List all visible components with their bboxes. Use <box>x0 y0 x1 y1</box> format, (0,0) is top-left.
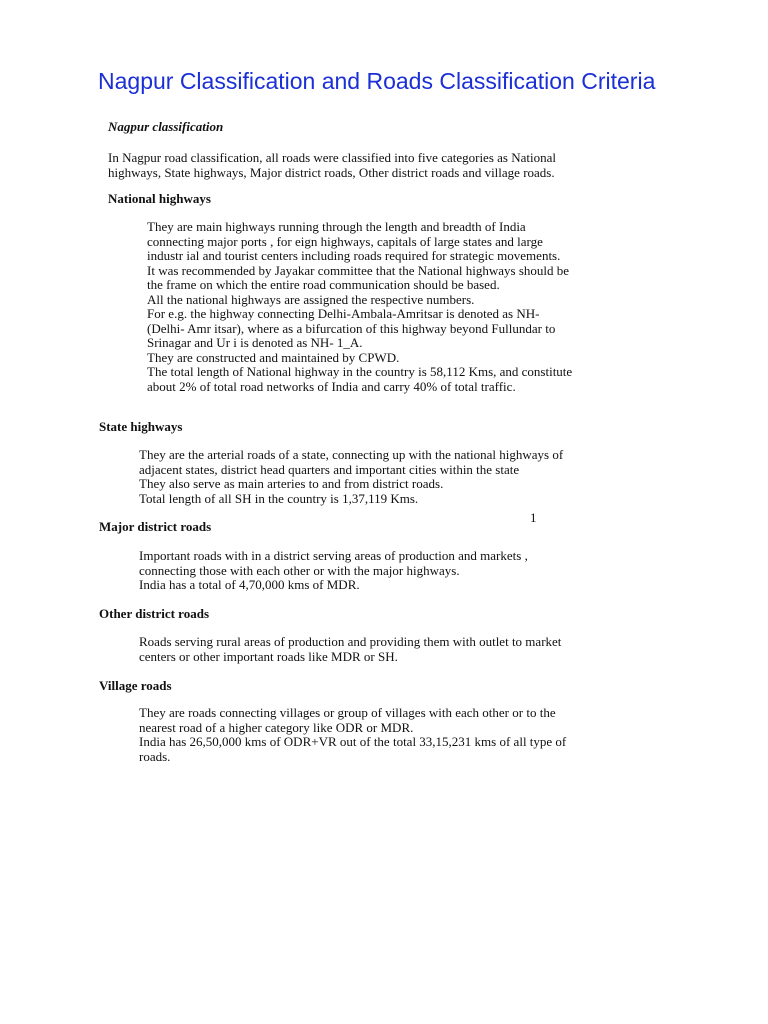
section-heading-national-highways: National highways <box>108 191 211 206</box>
text-line: India has 26,50,000 kms of ODR+VR out of the total 33,15,231 kms of all type of <box>139 734 567 749</box>
paragraph-other-district-roads <box>139 635 561 664</box>
text-line: connecting major ports , for eign highways, capitals of large states and large <box>147 233 543 249</box>
text-line: Roads serving rural areas of production and providing them with outlet to market <box>139 634 562 649</box>
text-line: Srinagar and Ur i is denoted as NH- 1_A. <box>147 335 363 350</box>
text-line: They are roads connecting villages or group of villages with each other or to the <box>139 705 556 720</box>
text-line: the frame on which the entire road communication should be based. <box>147 277 500 292</box>
text-line: They also serve as main arteries to and from district roads. <box>139 476 444 491</box>
paragraph-village-roads <box>139 706 566 764</box>
text-line: (Delhi- Amr itsar), where as a bifurcation of this highway beyond Fullundar to <box>147 320 556 336</box>
text-line: It was recommended by Jayakar committee that the National highways should be <box>147 262 570 278</box>
text-line: They are main highways running through the length and breadth of India <box>147 219 526 234</box>
text-line: nearest road of a higher category like ODR or MDR. <box>139 719 414 735</box>
section-heading-nagpur-classification: Nagpur classification <box>108 119 224 134</box>
paragraph-national-highways <box>147 220 572 394</box>
text-line: about 2% of total road networks of India and carry 40% of total traffic. <box>147 378 516 394</box>
text-line: They are the arterial roads of a state, connecting up with the national highways of <box>139 447 564 462</box>
paragraph-major-district-roads <box>139 549 528 593</box>
text-line: centers or other important roads like MDR or SH. <box>139 648 398 664</box>
page-title: Nagpur Classification and Roads Classification Criteria <box>98 68 656 94</box>
section-heading-other-district-roads: Other district roads <box>99 606 210 621</box>
section-heading-major-district-roads: Major district roads <box>99 519 212 534</box>
text-line: roads. <box>139 748 171 764</box>
section-heading-state-highways: State highways <box>99 419 183 434</box>
text-line: adjacent states, district head quarters and important cities within the state <box>139 461 520 477</box>
text-line: For e.g. the highway connecting Delhi-Ambala-Amritsar is denoted as NH- <box>147 306 540 321</box>
paragraph-nagpur-classification <box>108 151 556 180</box>
page-number: 1 <box>530 510 537 525</box>
text-line: They are constructed and maintained by CPWD. <box>147 349 400 365</box>
text-line: In Nagpur road classification, all roads were classified into five categories as National <box>108 150 556 165</box>
text-line: Total length of all SH in the country is 1,37,119 Kms. <box>139 490 419 506</box>
text-line: All the national highways are assigned the respective numbers. <box>147 291 475 307</box>
text-line: connecting those with each other or with the major highways. <box>139 562 460 578</box>
text-line: India has a total of 4,70,000 kms of MDR. <box>139 577 360 592</box>
text-line: highways, State highways, Major district roads, Other district roads and village roads. <box>108 164 555 180</box>
section-heading-village-roads: Village roads <box>99 678 172 693</box>
paragraph-state-highways <box>139 448 563 506</box>
text-line: Important roads with in a district serving areas of production and markets , <box>139 548 528 563</box>
text-line: The total length of National highway in the country is 58,112 Kms, and constitute <box>147 364 573 379</box>
text-line: industr ial and tourist centers including roads required for strategic movements. <box>147 248 561 263</box>
